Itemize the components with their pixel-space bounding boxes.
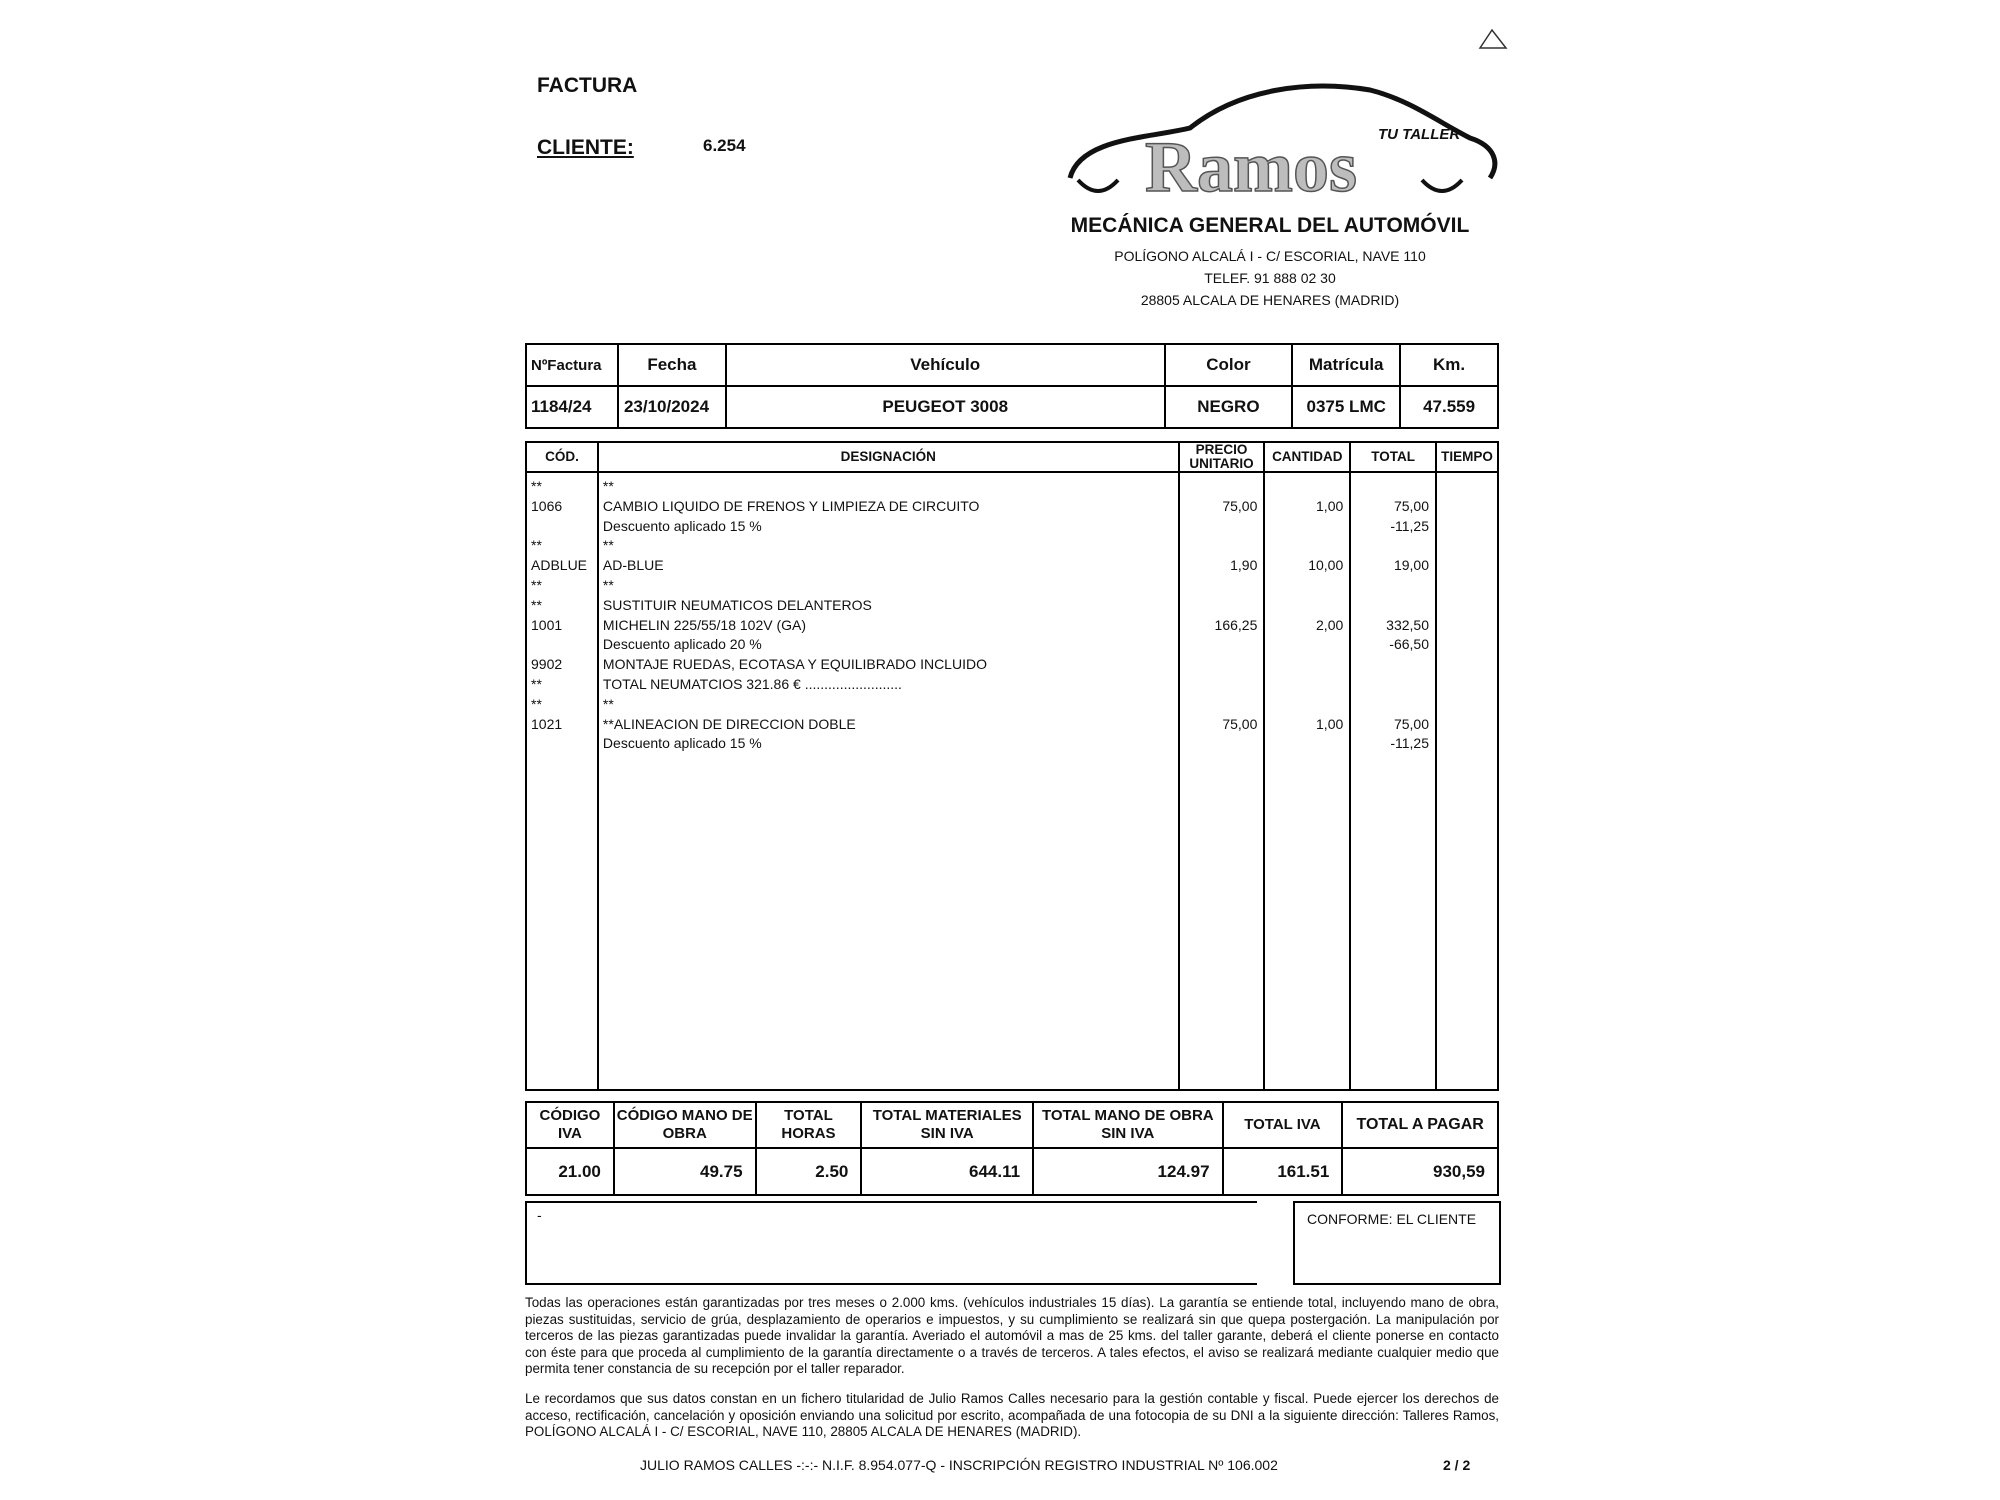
km-header: Km. (1400, 344, 1498, 386)
line-code: ** (531, 596, 542, 613)
line-quantity: 2,00 (1316, 616, 1344, 633)
unit-price-column (1179, 472, 1265, 1090)
line-quantity (1265, 675, 1343, 695)
line-quantity: 1,00 (1316, 497, 1344, 514)
total-column (1350, 472, 1436, 1090)
client-label: CLIENTE: (537, 136, 634, 159)
line-quantity (1265, 576, 1343, 596)
license-plate: 0375 LMC (1292, 386, 1400, 428)
line-total (1351, 596, 1429, 616)
notes-text: - (537, 1207, 542, 1223)
line-total: 75,00 (1393, 497, 1429, 514)
code-column (526, 472, 598, 1090)
line-description: ** (602, 576, 614, 593)
line-total (1351, 675, 1429, 695)
vehicle-header: Vehículo (726, 344, 1165, 386)
line-code (531, 517, 597, 537)
plate-header: Matrícula (1292, 344, 1400, 386)
line-total (1351, 477, 1429, 497)
line-quantity: 10,00 (1308, 557, 1344, 574)
labor-code-label: CÓDIGO MANO DE OBRA (614, 1102, 756, 1148)
line-total (1351, 695, 1429, 715)
designation-column-header: DESIGNACIÓN (598, 442, 1179, 472)
invoice-number-header: NºFactura (526, 344, 618, 386)
line-quantity (1265, 695, 1343, 715)
code-column-header: CÓD. (526, 442, 598, 472)
total-hours-value: 2.50 (756, 1148, 862, 1195)
company-name: MECÁNICA GENERAL DEL AUTOMÓVIL (1070, 214, 1470, 237)
company-city: 28805 ALCALA DE HENARES (MADRID) (1140, 292, 1400, 308)
line-items-table (525, 441, 1499, 1091)
totals-table (525, 1101, 1499, 1196)
signature-label: CONFORME: EL CLIENTE (1307, 1211, 1477, 1227)
amount-due-value: 930,59 (1342, 1148, 1498, 1195)
line-code: ** (531, 537, 542, 554)
color-header: Color (1165, 344, 1293, 386)
line-unit-price (1180, 517, 1258, 537)
line-total: -11,25 (1390, 735, 1429, 752)
line-description: TOTAL NEUMATCIOS 321.86 € ......................... (602, 675, 902, 692)
line-quantity (1265, 596, 1343, 616)
privacy-text: Le recordamos que sus datos constan en un fichero titularidad de Julio Ramos Calles necesario para la gestión contable y fiscal. Puede ejercer los derechos de acceso, rectificación, cancelación y oposición enviando una solicitud por escrito, acompañada de una fotocopia de su DNI a la siguiente dirección: Talleres Ramos, POLÍGONO ALCALÁ I - C/ ESCORIAL, NAVE 110, 28805 ALCALA DE HENARES (MADRID). (525, 1391, 1499, 1439)
line-unit-price (1180, 477, 1258, 497)
line-unit-price (1180, 596, 1258, 616)
company-address: POLÍGONO ALCALÁ I - C/ ESCORIAL, NAVE 110 (1114, 248, 1426, 264)
footer-registration: JULIO RAMOS CALLES -:-:- N.I.F. 8.954.077-Q - INSCRIPCIÓN REGISTRO INDUSTRIAL Nº 106.002 (640, 1457, 1278, 1473)
line-total (1351, 655, 1429, 675)
line-code: ** (531, 695, 542, 712)
line-description: ** (602, 478, 614, 494)
line-unit-price (1180, 576, 1258, 596)
time-column (1436, 472, 1498, 1090)
line-description: CAMBIO LIQUIDO DE FRENOS Y LIMPIEZA DE CIRCUITO (602, 497, 980, 514)
line-description: ** (602, 537, 614, 554)
line-unit-price: 75,00 (1222, 715, 1258, 732)
materials-total-label: TOTAL MATERIALES SIN IVA (861, 1102, 1033, 1148)
unit-price-column-header: PRECIO UNITARIO (1179, 442, 1265, 472)
line-unit-price (1180, 655, 1258, 675)
signature-box (1293, 1201, 1501, 1285)
line-unit-price (1180, 536, 1258, 556)
logo-wordmark: Ramos (1145, 127, 1357, 198)
labor-total-label: TOTAL MANO DE OBRA SIN IVA (1033, 1102, 1222, 1148)
line-unit-price (1180, 635, 1258, 655)
line-description: **ALINEACION DE DIRECCION DOBLE (602, 715, 856, 732)
line-quantity (1265, 655, 1343, 675)
line-description: AD-BLUE (602, 557, 664, 574)
line-total (1351, 536, 1429, 556)
line-description: ** (602, 695, 614, 712)
line-quantity: 1,00 (1316, 715, 1344, 732)
line-code: 1066 (531, 497, 563, 514)
line-unit-price: 166,25 (1214, 616, 1258, 633)
vat-total-value: 161.51 (1223, 1148, 1343, 1195)
vat-code-value: 21.00 (526, 1148, 614, 1195)
line-unit-price: 1,90 (1230, 557, 1258, 574)
line-total (1351, 576, 1429, 596)
line-quantity (1265, 635, 1343, 655)
logo-tagline: TU TALLER (1378, 126, 1461, 143)
line-quantity (1265, 517, 1343, 537)
designation-column (598, 472, 1179, 1090)
wheel-icon (1078, 180, 1118, 191)
line-unit-price (1180, 675, 1258, 695)
line-unit-price: 75,00 (1222, 497, 1258, 514)
time-column-header: TIEMPO (1436, 442, 1498, 472)
labor-total-value: 124.97 (1033, 1148, 1222, 1195)
line-description: MONTAJE RUEDAS, ECOTASA Y EQUILIBRADO INCLUIDO (602, 656, 987, 673)
warranty-text: Todas las operaciones están garantizadas por tres meses o 2.000 kms. (vehículos industriales 15 días). La garantía se entiende total, incluyendo mano de obra, piezas sustituidas, servicio de grúa, desplazamiento de operarios e impuestos, y su cumplimiento se realizará sin que quepa postergación. La manipulación por terceros de las piezas garantizadas puede invalidar la garantía. Averiado el automóvil a mas de 25 kms. del taller garante, deberá el cliente ponerse en contacto con éste para que proceda al cumplimiento de la garantía directamente o a través de terceros. A tales efectos, el aviso se realizará mediante cualquier medio que permita tener constancia de su recepción por el taller reparador. (525, 1295, 1499, 1376)
line-total: -66,50 (1389, 636, 1429, 653)
line-total: 332,50 (1386, 616, 1429, 633)
labor-code-value: 49.75 (614, 1148, 756, 1195)
invoice-date: 23/10/2024 (618, 386, 726, 428)
company-logo (1050, 28, 1510, 198)
line-description: MICHELIN 225/55/18 102V (GA) (602, 616, 807, 633)
line-description: Descuento aplicado 20 % (602, 636, 762, 653)
line-code: ** (531, 576, 542, 593)
total-hours-label: TOTAL HORAS (756, 1102, 862, 1148)
line-unit-price (1180, 734, 1258, 754)
line-unit-price (1180, 695, 1258, 715)
company-phone: TELEF. 91 888 02 30 (1204, 270, 1336, 286)
quantity-column-header: CANTIDAD (1264, 442, 1350, 472)
line-code: ** (531, 675, 542, 692)
wheel-icon (1422, 180, 1462, 191)
line-quantity (1265, 536, 1343, 556)
document-title: FACTURA (537, 74, 638, 97)
mileage: 47.559 (1400, 386, 1498, 428)
line-code: 9902 (531, 656, 563, 673)
invoice-number: 1184/24 (526, 386, 618, 428)
notes-box (525, 1201, 1257, 1285)
vat-total-label: TOTAL IVA (1223, 1102, 1343, 1148)
amount-due-label: TOTAL A PAGAR (1342, 1102, 1498, 1148)
line-quantity (1265, 734, 1343, 754)
vehicle-model: PEUGEOT 3008 (726, 386, 1165, 428)
invoice-header-table (525, 343, 1499, 429)
line-quantity (1265, 477, 1343, 497)
line-code: ** (531, 478, 542, 494)
line-description: SUSTITUIR NEUMATICOS DELANTEROS (602, 596, 872, 613)
line-total: -11,25 (1390, 517, 1429, 534)
materials-total-value: 644.11 (861, 1148, 1033, 1195)
vat-code-label: CÓDIGO IVA (526, 1102, 614, 1148)
total-column-header: TOTAL (1350, 442, 1436, 472)
line-code: 1001 (531, 616, 563, 633)
line-code (531, 635, 597, 655)
line-description: Descuento aplicado 15 % (602, 735, 762, 752)
date-header: Fecha (618, 344, 726, 386)
client-number: 6.254 (703, 136, 746, 155)
line-total: 75,00 (1393, 715, 1429, 732)
vehicle-color: NEGRO (1165, 386, 1293, 428)
line-code (531, 734, 597, 754)
line-total: 19,00 (1393, 557, 1429, 574)
line-code: 1021 (531, 715, 563, 732)
quantity-column (1264, 472, 1350, 1090)
line-description: Descuento aplicado 15 % (602, 517, 762, 534)
line-code: ADBLUE (531, 557, 588, 574)
page-number: 2 / 2 (1443, 1457, 1471, 1473)
